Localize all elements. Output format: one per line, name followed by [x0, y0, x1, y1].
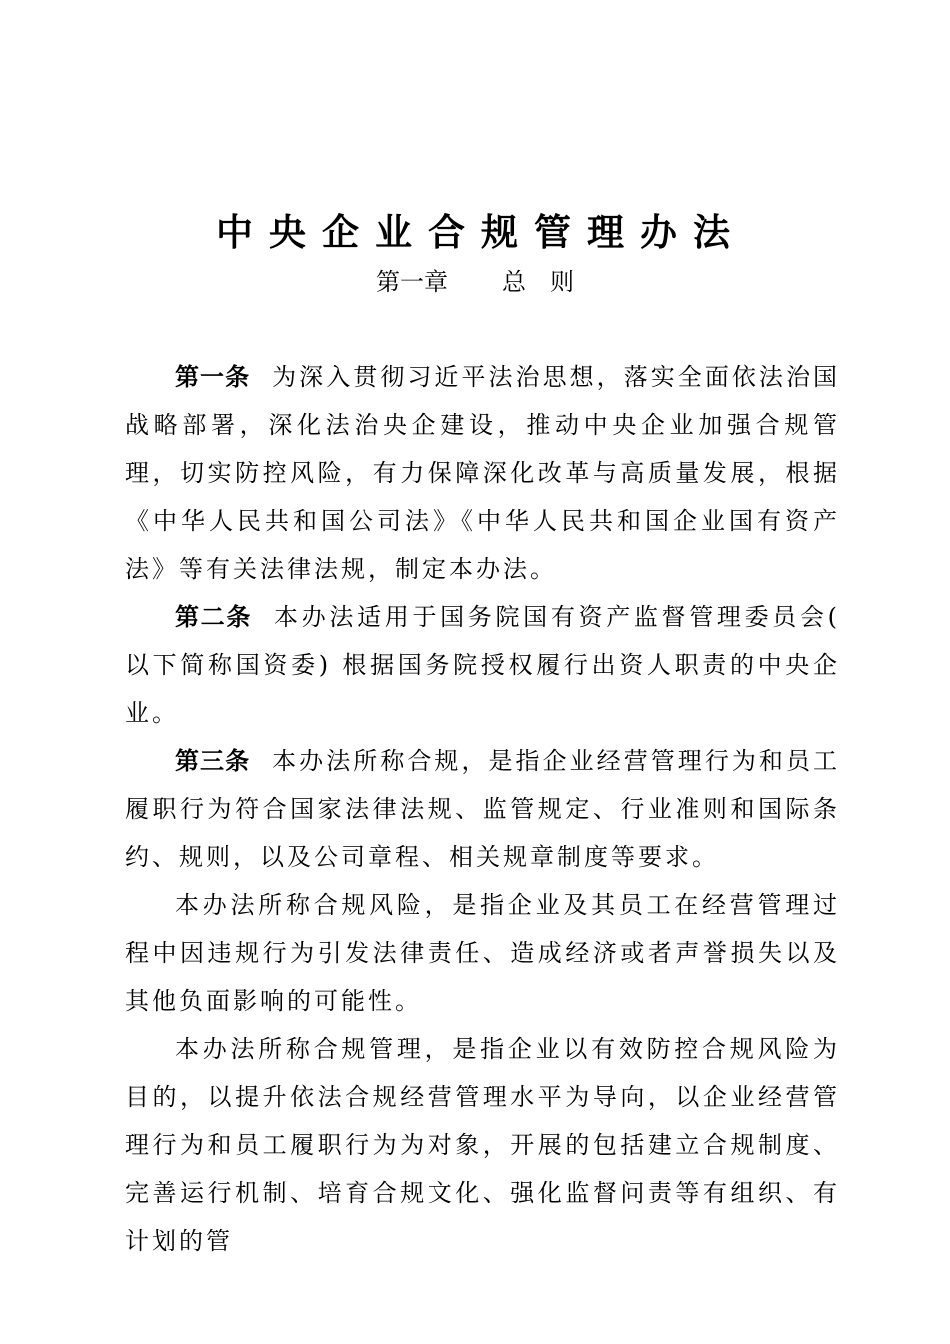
paragraph-text: 本办法适用于国务院国有资产监督管理委员会( 以下简称国资委) 根据国务院授权履行出资人职责的中央企业。: [125, 603, 840, 727]
article-paragraph: [125, 737, 840, 881]
paragraph: [125, 881, 840, 1025]
document-title: 中央企业合规管理办法: [216, 210, 746, 254]
article-paragraph: [125, 353, 840, 593]
paragraph-text: 本办法所称合规，是指企业经营管理行为和员工履职行为符合国家法律法规、监管规定、行业准则和国际条约、规则，以及公司章程、相关规章制度等要求。: [125, 747, 841, 871]
paragraph-text: 为深入贯彻习近平法治思想，落实全面依法治国战略部署，深化法治央企建设，推动中央企业加强合规管理，切实防控风险，有力保障深化改革与高质量发展，根据《中华人民共和国公司法》《中华人民共和国企业国有资产法》等有关法律法规，制定本办法。: [125, 363, 841, 583]
document-body: [125, 353, 840, 1265]
article-label: 第三条: [175, 747, 251, 775]
chapter-label: 第一章: [376, 268, 448, 296]
paragraph: [125, 1025, 840, 1265]
paragraph-text: 本办法所称合规管理，是指企业以有效防控合规风险为目的，以提升依法合规经营管理水平为导向，以企业经营管理行为和员工履职行为为对象，开展的包括建立合规制度、完善运行机制、培育合规文化、强化监督问责等有组织、有计划的管: [125, 1035, 840, 1255]
chapter-name-part1: 总: [502, 268, 526, 296]
article-label: 第二条: [175, 603, 253, 631]
chapter-name-part2: 则: [550, 268, 574, 296]
article-label: 第一条: [175, 363, 251, 391]
article-paragraph: [125, 593, 840, 737]
chapter-heading: [0, 265, 950, 299]
paragraph-text: 本办法所称合规风险，是指企业及其员工在经营管理过程中因违规行为引发法律责任、造成经济或者声誉损失以及其他负面影响的可能性。: [125, 891, 840, 1015]
